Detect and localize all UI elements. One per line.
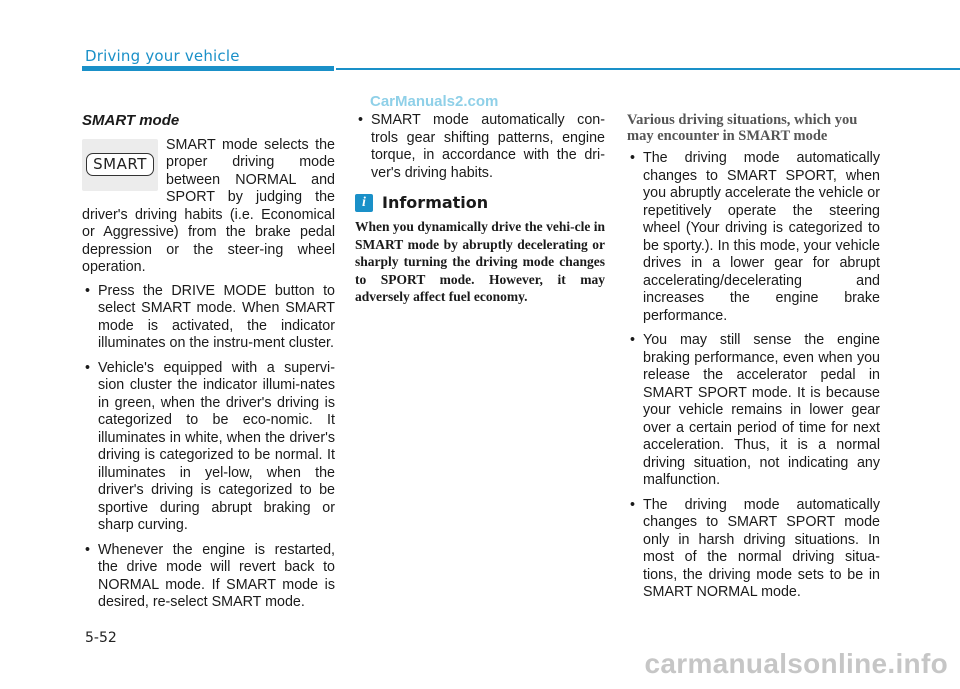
information-header — [355, 194, 605, 212]
information-title: Information — [382, 193, 489, 213]
heading-driving-situations: Various driving situations, which you may encounter in SMART mode — [627, 112, 858, 144]
information-icon: i — [355, 194, 373, 212]
column-smart-info — [355, 112, 605, 306]
page-number: 5-52 — [85, 630, 117, 646]
list-item: • The driving mode automatically changes to SMART SPORT mode only in harsh driving situations. In most of the normal driving situa-tions, the driving mode sets to be in SMART NORMAL mode. — [627, 497, 880, 602]
list-item: • Vehicle's equipped with a supervi-sion cluster the indicator illumi-nates in green, when the driver's driving is categorized to be eco-nomic. It illuminates in white, when the driver's driving is categorized to be normal. It illuminates in yel-low, when the driver's driving is categorized to be sportive during abrupt braking or sharp curving. — [82, 360, 335, 535]
smart-mode-intro: SMART mode selects the proper driving mode between NORMAL and SPORT by judging the driver's driving habits (i.e. Economical or Aggressive) from the brake pedal depression or the steer-ing wheel operation. — [82, 136, 335, 275]
section-header-title: Driving your vehicle — [85, 47, 240, 65]
smart-control-bullets — [355, 112, 605, 182]
list-item: • You may still sense the engine braking performance, even when you release the accelerator pedal in SMART SPORT mode. It is because your vehicle remains in lower gear over a certain period of time for next acceleration. Thus, it is a normal driving situation, not indicating any malfunction. — [627, 332, 880, 490]
header-rule-thin — [336, 68, 960, 70]
smart-indicator-icon — [82, 139, 158, 191]
heading-smart-mode: SMART mode — [82, 112, 180, 129]
column-driving-situations — [627, 112, 880, 609]
column-smart-mode — [82, 112, 335, 619]
header-rule-thick — [82, 66, 334, 71]
driving-situations-bullets — [627, 150, 880, 602]
list-item: • The driving mode automatically changes to SMART SPORT, when you abruptly accelerate the vehicle or repetitively operate the steering wheel (Your driving is categorized to be sporty.). In this mode, your vehicle drives in a lower gear for abrupt accelerating/decelerating and increases the engine brake performance. — [627, 150, 880, 325]
smart-badge-label: SMART — [86, 153, 154, 177]
list-item: • Press the DRIVE MODE button to select SMART mode. When SMART mode is activated, the indicator illuminates on the instru-ment cluster. — [82, 283, 335, 353]
list-item: • SMART mode automatically con-trols gear shifting patterns, engine torque, in accordance with the dri-ver's driving habits. — [355, 112, 605, 182]
information-text: When you dynamically drive the vehi-cle in SMART mode by abruptly decelerating or sharply turning the driving mode changes to SPORT mode. However, it may adversely affect fuel economy. — [355, 219, 605, 304]
watermark-top: CarManuals2.com — [370, 93, 499, 110]
watermark-bottom: carmanualsonline.info — [644, 648, 948, 679]
smart-mode-bullets — [82, 283, 335, 612]
list-item: • Whenever the engine is restarted, the drive mode will revert back to NORMAL mode. If SMART mode is desired, re-select SMART mode. — [82, 542, 335, 612]
